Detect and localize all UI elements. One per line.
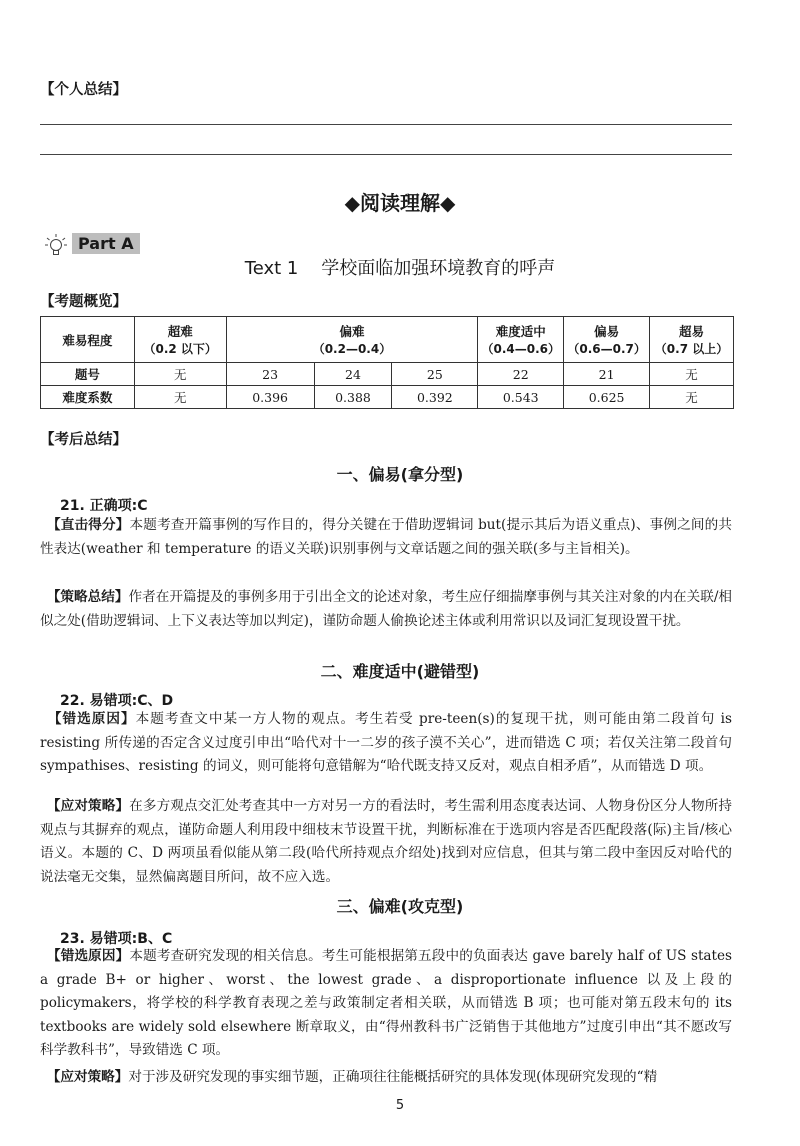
- table-cell: 0.396: [226, 386, 314, 409]
- sec3-title: 三、偏难(攻克型): [336, 897, 464, 916]
- table-cell: 24: [314, 363, 392, 386]
- table-cell: 无: [650, 363, 734, 386]
- table-cell: 22: [478, 363, 564, 386]
- table-cell: 23: [226, 363, 314, 386]
- row-header-coef: 难度系数: [41, 386, 135, 409]
- row-header-difficulty: 难易程度: [41, 317, 135, 363]
- sec3-paragraph-2: 【应对策略】对于涉及研究发现的事实细节题，正确项往往能概括研究的具体发现(体现研究发现的“精: [53, 1069, 658, 1085]
- table-row: [41, 363, 734, 386]
- table-cell: 25: [392, 363, 478, 386]
- sec1-title: 一、偏易(拿分型): [336, 465, 464, 484]
- table-cell: 0.392: [392, 386, 478, 409]
- level-cell: 偏难 （0.2—0.4）: [226, 317, 478, 363]
- post-exam-label: 【考后总结】: [40, 432, 127, 448]
- sec1-paragraph-2: 【策略总结】作者在开篇提及的事例多用于引出全文的论述对象，考生应仔细揣摩事例与其关注对象的内在关联/相似之处(借助逻辑词、上下义表达等加以判定)，谨防命题人偷换论述主体或利用常识以及词汇复现设置干扰。: [40, 589, 733, 629]
- page-number: 5: [395, 1098, 405, 1113]
- sec2-paragraph-2: 【应对策略】在多方观点交汇处考查其中一方对另一方的看法时，考生需利用态度表达词、人物身份区分人物所持观点与其摒弃的观点，谨防命题人利用段中细枝末节设置干扰，判断标准在于选项内容是否匹配段落(际)主旨/核心语义。本题的 C、D 两项虽看似能从第二段(哈代所持观点介绍处)找到对应信息，但其与第二段中奎因反对哈代的说法毫无交集，显然偏离题目所问，故不应入选。: [40, 798, 733, 885]
- sec3-answer: 23. 易错项:B、C: [60, 931, 173, 947]
- table-cell: 21: [564, 363, 650, 386]
- table-cell: 0.543: [478, 386, 564, 409]
- level-cell: 超易 （0.7 以上）: [650, 317, 734, 363]
- level-cell: 超难 （0.2 以下）: [134, 317, 226, 363]
- summary-label: 【个人总结】: [40, 82, 127, 98]
- table-cell: 无: [134, 363, 226, 386]
- summary-line-2: [40, 154, 732, 155]
- section-title: ◆阅读理解◆: [344, 191, 456, 215]
- table-row: [41, 317, 734, 363]
- table-cell: 0.388: [314, 386, 392, 409]
- part-a-label: Part A: [72, 233, 140, 254]
- level-cell: 偏易 （0.6—0.7）: [564, 317, 650, 363]
- sec2-answer: 22. 易错项:C、D: [60, 693, 174, 709]
- table-cell: 无: [134, 386, 226, 409]
- sec2-paragraph-1: 【错选原因】本题考查文中某一方人物的观点。考生若受 pre-teen(s)的复现干扰，则可能由第二段首句 is resisting 所传递的否定含义过度引申出“哈代对十一二岁的孩子漠不关心”，进而错选 C 项；若仅关注第二段首句 sympathises、resisting 的词义，则可能将句意错解为“哈代既支持又反对，观点自相矛盾”，从而错选 D 项。: [40, 711, 733, 774]
- table-row: [41, 386, 734, 409]
- sec1-answer: 21. 正确项:C: [60, 498, 148, 514]
- overview-label: 【考题概览】: [40, 294, 127, 310]
- difficulty-table: [40, 316, 734, 409]
- sec3-paragraph-1: 【错选原因】本题考查研究发现的相关信息。考生可能根据第五段中的负面表达 gave barely half of US states a grade B+ or higher、worst、the lowest grade、a disproportionate influence 以及上段的 policymakers，将学校的科学教育表现之差与政策制定者相关联，从而错选 B 项；也可能对第五段末句的 its textbooks are widely sold elsewhere 断章取义，由“得州教科书广泛销售于其他地方”过度引申出“其不愿改写科学教科书”，导致错选 C 项。: [40, 948, 732, 1058]
- table-cell: 无: [650, 386, 734, 409]
- row-header-question: 题号: [41, 363, 135, 386]
- level-cell: 难度适中 （0.4—0.6）: [478, 317, 564, 363]
- sec1-paragraph-1: 【直击得分】本题考查开篇事例的写作目的，得分关键在于借助逻辑词 but(提示其后为语义重点)、事例之间的共性表达(weather 和 temperature 的语义关联)识别事例与文章话题之间的强关联(多与主旨相关)。: [40, 517, 732, 557]
- summary-line-1: [40, 124, 732, 125]
- text-title: Text 1 学校面临加强环境教育的呼声: [244, 258, 556, 279]
- sec2-title: 二、难度适中(避错型): [320, 662, 480, 681]
- table-cell: 0.625: [564, 386, 650, 409]
